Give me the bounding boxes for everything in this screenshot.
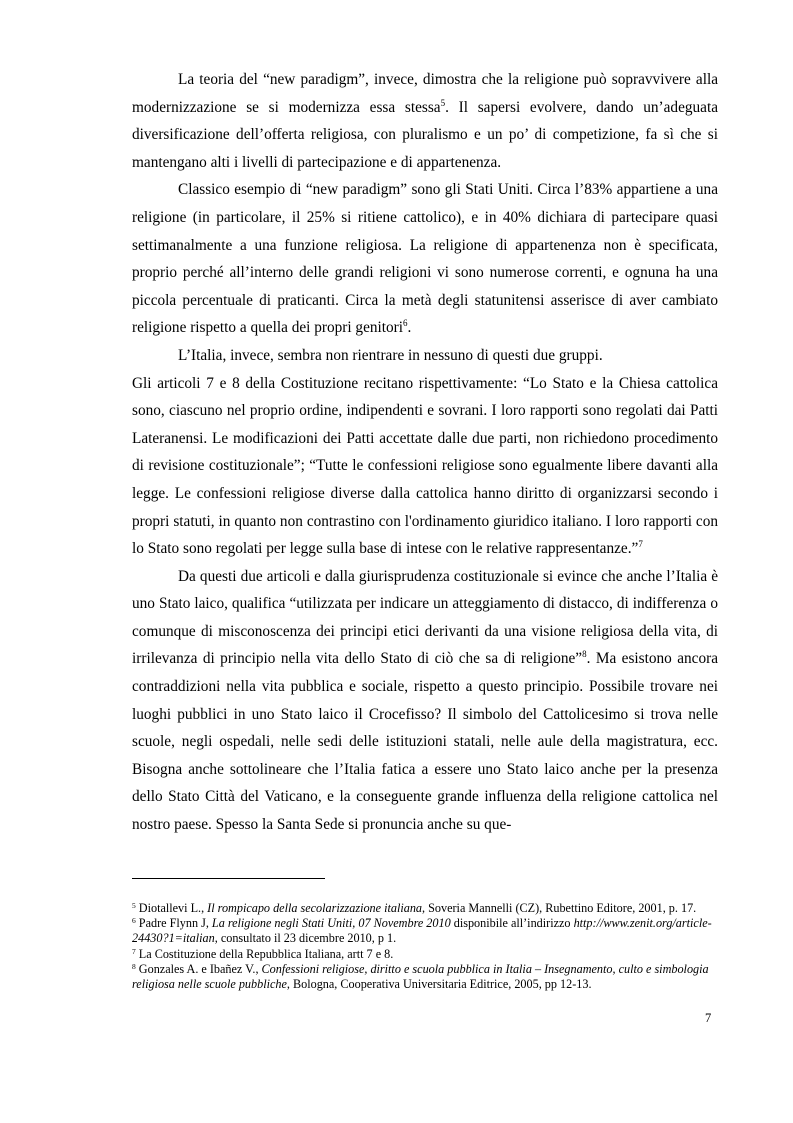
- paragraph: [132, 370, 718, 563]
- text-run: Gli articoli 7 e 8 della Costituzione recitano rispettivamente: “Lo Stato e la Chiesa cattolica sono, ciascuno nel proprio ordine, indipendenti e sovrani. I loro rapporti sono regolati dai Patti Lateranensi. Le modificazioni dei Patti accettate dalle due parti, non richiedono procedimento di revisione costituzionale”; “Tutte le confessioni religiose sono egualmente libere davanti alla legge. Le confessioni religiose diverse dalla cattolica hanno diritto di organizzarsi secondo i propri statuti, in quanto non contrastino con l'ordinamento giuridico italiano. I loro rapporti con lo Stato sono regolati per legge sulla base di intese con le relative rappresentanze.”: [132, 374, 718, 558]
- footnote: [132, 962, 718, 992]
- body-text: [132, 66, 718, 839]
- paragraph: [132, 66, 718, 176]
- paragraph: [132, 342, 718, 370]
- italic-text: Il rompicapo della secolarizzazione italiana: [207, 901, 423, 915]
- footnote: [132, 901, 718, 916]
- text-run: L’Italia, invece, sembra non rientrare in nessuno di questi due gruppi.: [178, 346, 603, 364]
- footnote-reference: 6: [403, 318, 408, 329]
- text-run: Diotallevi L.,: [135, 901, 208, 915]
- text-run: Classico esempio di “new paradigm” sono gli Stati Uniti. Circa l’83% appartiene a una religione (in particolare, il 25% si ritiene cattolico), e in 40% dichiara di partecipare quasi settimanalmente a una funzione religiosa. La religione di appartenenza non è specificata, proprio perché all’interno delle grandi religioni vi sono numerose correnti, e ognuna ha una piccola percentuale di praticanti. Circa la metà degli statunitensi asserisce di aver cambiato religione rispetto a quella dei propri genitori: [132, 181, 718, 337]
- italic-text: La religione negli Stati Uniti, 07 Novembre 2010: [211, 916, 451, 931]
- footnote-separator: [132, 878, 325, 879]
- footnote-reference: 8: [582, 649, 587, 660]
- footnote: [132, 947, 718, 962]
- text-run: Gonzales A. e Ibañez V.,: [135, 961, 262, 976]
- text-run: La teoria del “new paradigm”, invece, dimostra che la religione può sopravvivere alla modernizzazione se si modernizza essa stessa: [132, 71, 718, 116]
- italic-text: Confessioni religiose, diritto e scuola pubblica in Italia – Insegnamento, culto e simbologia religiosa nelle scuole pubbliche: [132, 961, 709, 992]
- footnote-number: 7: [132, 946, 136, 956]
- text-run: .: [407, 319, 412, 337]
- paragraph: [132, 563, 718, 839]
- text-run: . Ma esistono ancora contraddizioni nella vita pubblica e sociale, rispetto a questo principio. Possibile trovare nei luoghi pubblici in uno Stato laico il Crocefisso? Il simbolo del Cattolicesimo si trova nelle scuole, negli ospedali, nelle sedi delle istituzioni statali, nelle aule della magistratura, ecc. Bisogna anche sottolineare che l’Italia fatica a essere uno Stato laico anche per la presenza dello Stato Città del Vaticano, e la conseguente grande influenza della religione cattolica nel nostro paese. Spesso la Santa Sede si pronuncia anche su que-: [132, 650, 719, 834]
- text-run: disponibile all’indirizzo: [450, 916, 574, 931]
- page-number: 7: [705, 1011, 712, 1025]
- text-run: , Soveria Mannelli (CZ), Rubettino Editore, 2001, p. 17.: [422, 901, 697, 915]
- text-run: , Bologna, Cooperativa Universitaria Editrice, 2005, pp 12-13.: [286, 977, 592, 992]
- italic-text: http://www.zenit.org/article-24430?1=italian: [132, 916, 712, 946]
- text-run: La Costituzione della Repubblica Italiana, artt 7 e 8.: [135, 946, 394, 961]
- footnote-number: 6: [132, 916, 136, 926]
- footnote-reference: 5: [440, 97, 446, 108]
- footnote-number: 8: [132, 961, 136, 971]
- footnote-number: 5: [132, 901, 136, 910]
- footnote-reference: 7: [638, 539, 643, 550]
- footnote: [132, 916, 718, 946]
- paragraph: [132, 176, 718, 342]
- footnotes: [132, 901, 718, 992]
- page-body: [132, 66, 718, 839]
- text-run: . Il sapersi evolvere, dando un’adeguata diversificazione dell’offerta religiosa, con pluralismo e un po’ di competizione, fa sì che si mantengano alti i livelli di partecipazione e di appartenenza.: [132, 98, 718, 171]
- text-run: , consultato il 23 dicembre 2010, p 1.: [214, 931, 397, 946]
- text-run: Padre Flynn J,: [135, 916, 212, 931]
- text-run: Da questi due articoli e dalla giurisprudenza costituzionale si evince che anche l’Italia è uno Stato laico, qualifica “utilizzata per indicare un atteggiamento di distacco, di indifferenza o comunque di misconoscenza dei principi etici derivanti da una visione religiosa della vita, di irrilevanza di principio nella vita dello Stato di ciò che sa di religione”: [132, 567, 718, 668]
